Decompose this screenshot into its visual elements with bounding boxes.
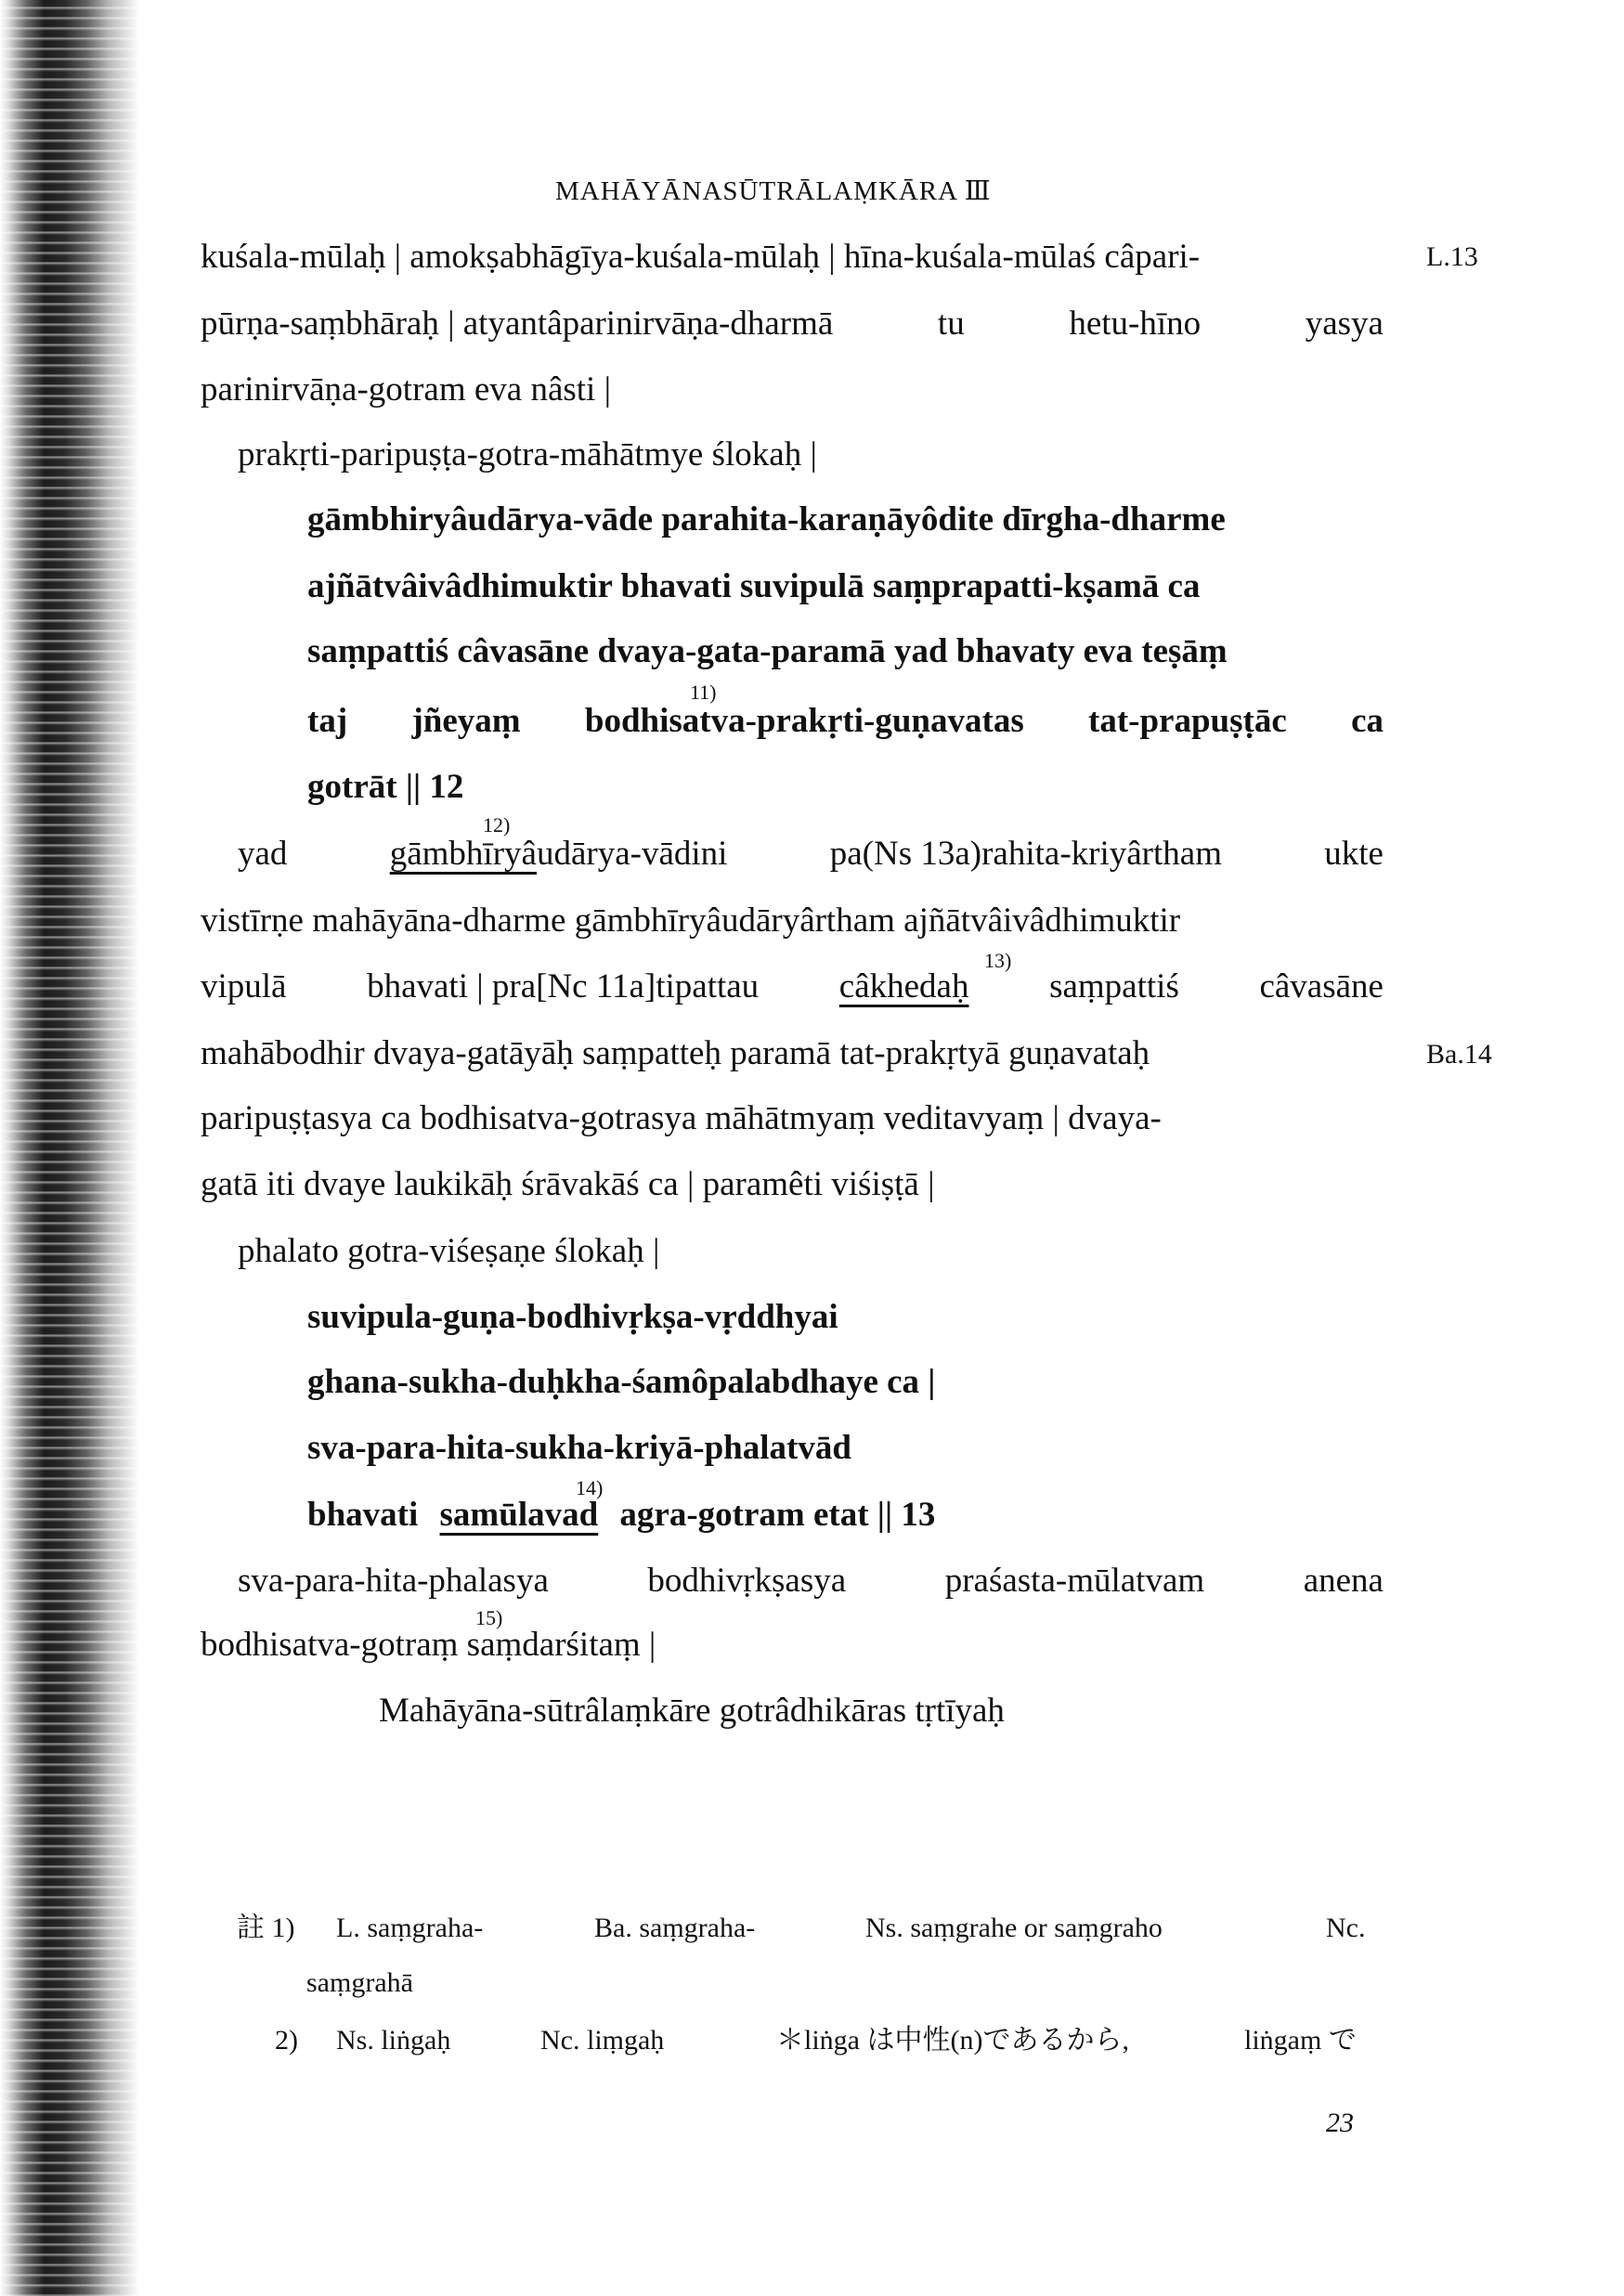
page-number: 23 <box>1326 2108 1354 2138</box>
text-line: mahābodhir dvaya-gatāyāḥ saṃpatteḥ paramā tat-prakṛtyā guṇavataḥ <box>201 1034 1150 1072</box>
text-segment: yasya <box>1305 305 1384 343</box>
text-line: vistīrṇe mahāyāna-dharme gāmbhīryâudāryârtham ajñātvâivâdhimuktir <box>201 902 1181 940</box>
text-line: kuśala-mūlaḥ | amokṣabhāgīya-kuśala-mūlaḥ | hīna-kuśala-mūlaś câpari- <box>201 238 1201 276</box>
text-line: paripuṣṭasya ca bodhisatva-gotrasya māhātmyaṃ veditavyaṃ | dvaya- <box>201 1099 1162 1137</box>
scanned-binding-edge <box>0 0 139 2296</box>
verse-intro-line: prakṛti-paripuṣṭa-gotra-māhātmye ślokaḥ | <box>238 435 817 473</box>
note-mark: 13) <box>984 949 1012 972</box>
text-segment: pa(Ns 13a)rahita-kriyârtham <box>829 835 1222 873</box>
verse-line <box>307 701 1384 742</box>
note-mark: 15) <box>475 1606 503 1629</box>
underlined-segment: câkhedaḥ <box>838 967 969 1005</box>
text-segment: anena <box>1303 1562 1384 1600</box>
text-segment: hetu-hīno <box>1069 305 1202 343</box>
text-segment: jñeyaṃ <box>411 702 521 740</box>
verse-line <box>307 1495 935 1536</box>
text-line <box>201 966 1384 1007</box>
text-segment: praśasta-mūlatvam <box>944 1562 1205 1600</box>
text-segment: vipulā <box>201 967 287 1005</box>
text-line <box>238 1561 1384 1602</box>
verse-line: gotrāt || 12 <box>307 768 464 806</box>
footnote-text: liṅgaṃ で <box>1244 2025 1357 2056</box>
chapter-colophon: Mahāyāna-sūtrâlaṃkāre gotrâdhikāras tṛtīyaḥ <box>379 1692 1005 1730</box>
underlined-segment: samūlavad <box>439 1496 599 1534</box>
verse-line: saṃpattiś câvasāne dvaya-gata-paramā yad bhavaty eva teṣāṃ <box>307 632 1228 670</box>
footnote-text: Ns. saṃgrahe or saṃgraho <box>865 1913 1163 1943</box>
footnote-text: ＊liṅga は中性(n)であるから, <box>776 2025 1129 2056</box>
text-segment: bodhivṛkṣasya <box>647 1562 847 1600</box>
running-head: MAHĀYĀNASŪTRĀLAṂKĀRA Ⅲ <box>555 176 992 206</box>
footnote-text: Nc. liṃgaḥ <box>540 2025 665 2056</box>
text-segment: bodhisatva-prakṛti-guṇavatas <box>584 702 1024 740</box>
text-line: gatā iti dvaye laukikāḥ śrāvakāś ca | paramêti viśiṣṭā | <box>201 1165 935 1203</box>
verse-line: sva-para-hita-sukha-kriyā-phalatvād <box>307 1429 851 1467</box>
text-segment: ca <box>1351 702 1384 740</box>
verse-line: ghana-sukha-duḥkha-śamôpalabdhaye ca | <box>307 1363 936 1401</box>
underlined-segment: gāmbhīryâ <box>389 835 537 873</box>
margin-ref-ba14: Ba.14 <box>1426 1039 1492 1070</box>
note-mark: 12) <box>483 813 511 837</box>
text-segment: saṃpattiś <box>1049 967 1179 1005</box>
verse-line: suvipula-guṇa-bodhivṛkṣa-vṛddhyai <box>307 1298 838 1336</box>
margin-ref-l13: L.13 <box>1426 241 1478 272</box>
text-segment: tu <box>937 305 965 343</box>
footnote-text: L. saṃgraha- <box>336 1913 484 1943</box>
text-segment: tat-prapuṣṭāc <box>1088 702 1287 740</box>
footnote-text: Ns. liṅgaḥ <box>336 2025 451 2056</box>
text-segment: yad <box>238 835 288 873</box>
text-segment: udārya-vādini <box>536 835 728 873</box>
footnote-text: saṃgrahā <box>306 1967 413 1998</box>
text-segment: bhavati <box>307 1496 419 1534</box>
text-line <box>201 304 1384 344</box>
text-segment: pūrṇa-saṃbhāraḥ | atyantâparinirvāṇa-dharmā <box>201 305 834 343</box>
verse-intro-line: phalato gotra-viśeṣaṇe ślokaḥ | <box>238 1232 660 1270</box>
footnote-text: Nc. <box>1326 1913 1366 1943</box>
text-segment: câvasāne <box>1259 967 1384 1005</box>
underlined-reading <box>390 834 728 875</box>
text-line: parinirvāṇa-gotram eva nâsti | <box>201 370 611 409</box>
text-segment: taj <box>307 702 348 740</box>
note-mark: 11) <box>690 681 717 704</box>
text-segment: ukte <box>1324 835 1384 873</box>
text-segment: agra-gotram etat || 13 <box>619 1496 936 1534</box>
text-line <box>238 834 1384 875</box>
verse-line: gāmbhiryâudārya-vāde parahita-karaṇāyôdite dīrgha-dharme <box>307 500 1226 538</box>
text-segment: bhavati | pra[Nc 11a]tipattau <box>367 967 760 1005</box>
text-line: bodhisatva-gotraṃ saṃdarśitaṃ | <box>201 1626 656 1664</box>
text-segment: sva-para-hita-phalasya <box>238 1562 549 1600</box>
footnote-label: 2) <box>275 2025 298 2056</box>
verse-line: ajñātvâivâdhimuktir bhavati suvipulā saṃprapatti-kṣamā ca <box>307 567 1201 605</box>
footnote-label: 註 1) <box>237 1913 295 1943</box>
note-mark: 14) <box>576 1476 604 1499</box>
footnote-text: Ba. saṃgraha- <box>594 1913 756 1943</box>
